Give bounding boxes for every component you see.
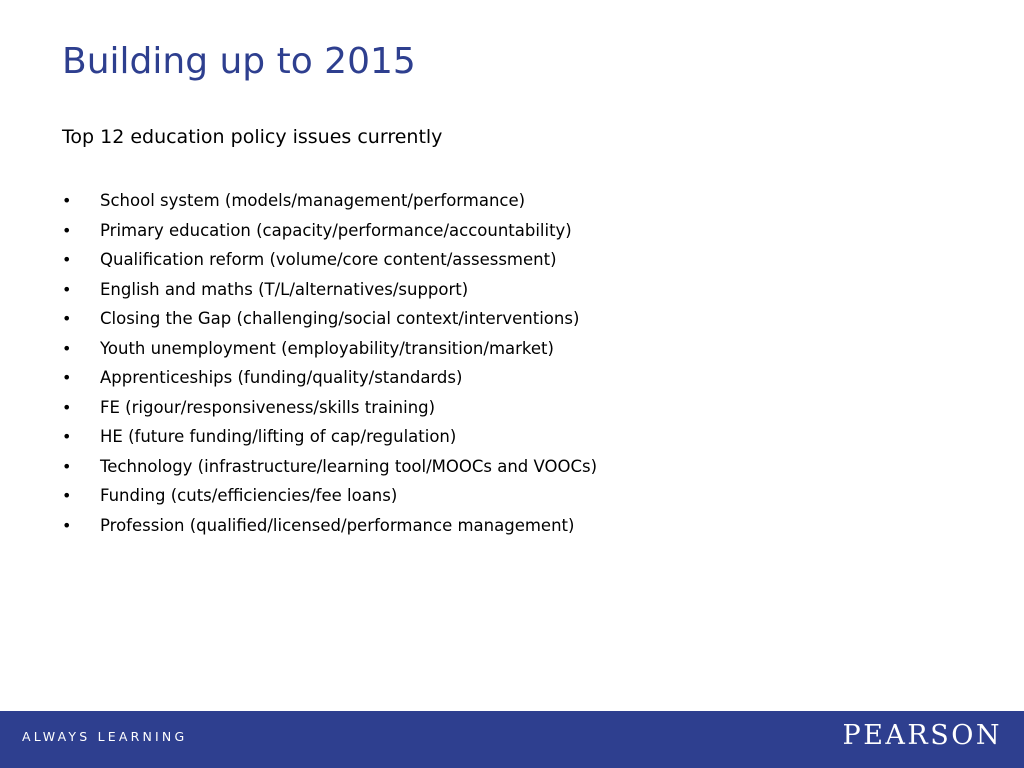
bullet-icon: •: [62, 279, 72, 299]
bullet-icon: •: [62, 515, 72, 535]
slide-subtitle: Top 12 education policy issues currently: [62, 126, 443, 148]
issue-text: Primary education (capacity/performance/accountability): [100, 220, 572, 240]
bullet-icon: •: [62, 427, 72, 446]
bullet-icon: •: [62, 338, 72, 358]
bullet-icon: •: [62, 397, 72, 417]
issue-text: Profession (qualified/licensed/performance management): [100, 515, 575, 535]
bullet-icon: •: [62, 191, 72, 210]
footer-tagline: ALWAYS LEARNING: [22, 729, 188, 744]
issue-text: Youth unemployment (employability/transition/market): [100, 338, 554, 358]
issue-text: Technology (infrastructure/learning tool/MOOCs and VOOCs): [100, 456, 598, 476]
bullet-icon: •: [62, 309, 72, 328]
issue-text: Funding (cuts/efficiencies/fee loans): [100, 486, 398, 505]
issue-text: School system (models/management/performance): [100, 191, 526, 210]
footer-bar: [0, 711, 1024, 768]
bullet-icon: •: [62, 368, 72, 387]
bullet-icon: •: [62, 456, 72, 476]
issue-text: HE (future funding/lifting of cap/regulation): [100, 427, 457, 446]
issue-text: Closing the Gap (challenging/social context/interventions): [100, 309, 580, 328]
issue-text: Apprenticeships (funding/quality/standards): [100, 368, 463, 387]
issue-text: Qualification reform (volume/core content/assessment): [100, 250, 557, 269]
issue-text: English and maths (T/L/alternatives/support): [100, 279, 469, 299]
pearson-logo: PEARSON: [842, 720, 1002, 751]
slide-title: Building up to 2015: [62, 41, 416, 82]
bullet-icon: •: [62, 250, 72, 269]
bullet-icon: •: [62, 220, 72, 240]
bullet-icon: •: [62, 486, 72, 505]
issue-text: FE (rigour/responsiveness/skills training): [100, 397, 436, 417]
